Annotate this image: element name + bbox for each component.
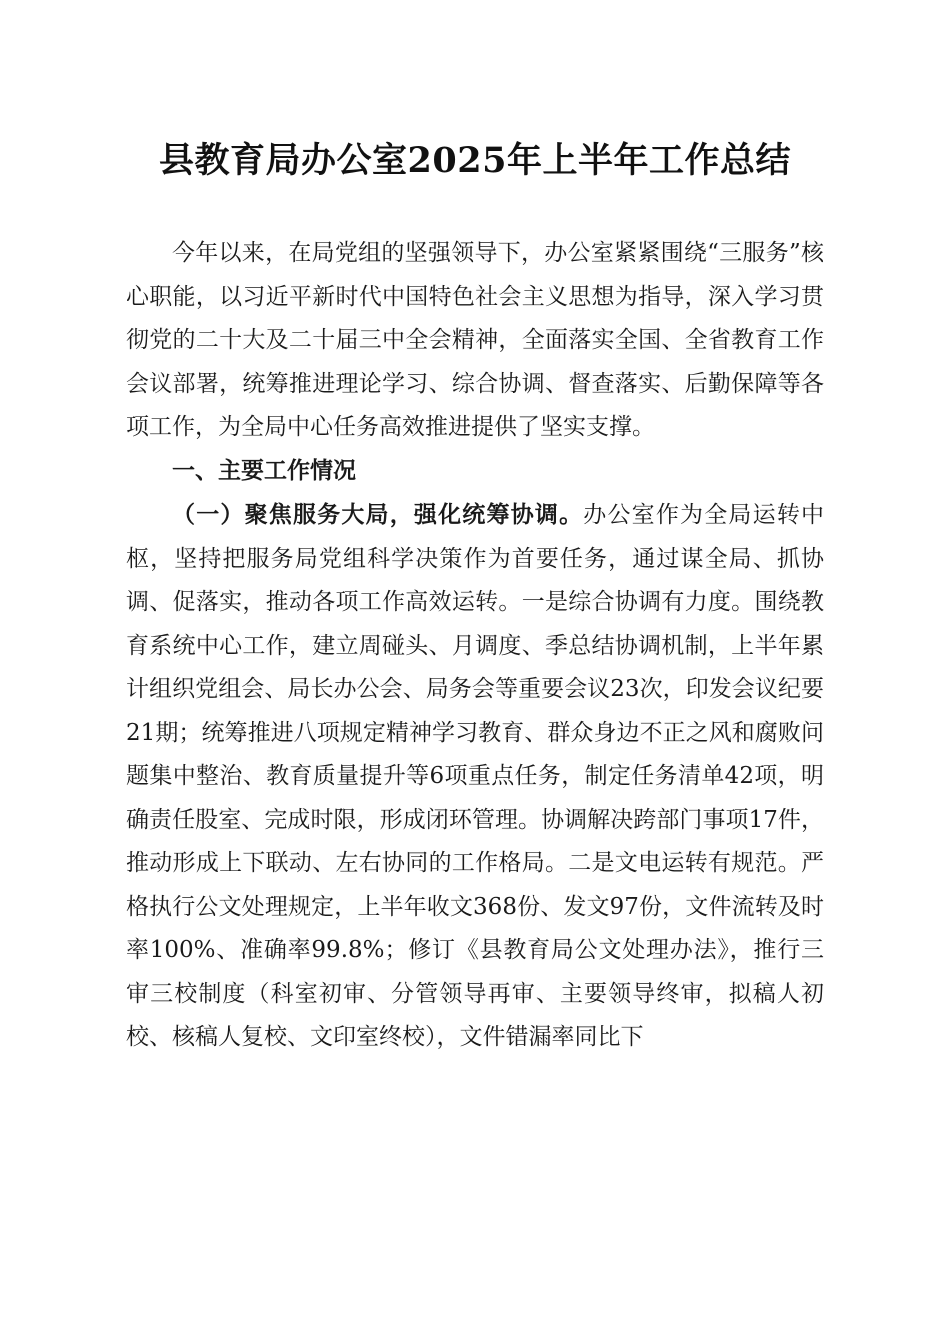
subsection-body: 办公室作为全局运转中枢，坚持把服务局党组科学决策作为首要任务，通过谋全局、抓协调、促落实，推动各项工作高效运转。一是综合协调有力度。围绕教育系统中心工作，建立周碰头、月调度、季总结协调机制，上半年累计组织党组会、局长办公会、局务会等重要会议23次，印发会议纪要21期；统筹推进八项规定精神学习教育、群众身边不正之风和腐败问题集中整治、教育质量提升等6项重点任务，制定任务清单42项，明确责任股室、完成时限，形成闭环管理。协调解决跨部门事项17件，推动形成上下联动、左右协同的工作格局。二是文电运转有规范。严格执行公文处理规定，上半年收文368份、发文97份，文件流转及时率100%、准确率99.8%；修订《县教育局公文处理办法》，推行三审三校制度（科室初审、分管领导再审、主要领导终审，拟稿人初校、核稿人复校、文印室终校），文件错漏率同比下 xyxy=(126,502,825,1050)
subsection-heading: （一）聚焦服务大局，强化统筹协调。 xyxy=(172,501,584,528)
subsection-paragraph xyxy=(126,493,824,1060)
section-heading: 一、主要工作情况 xyxy=(172,457,356,484)
document-body xyxy=(126,232,824,1060)
intro-paragraph: 今年以来，在局党组的坚强领导下，办公室紧紧围绕“三服务”核心职能，以习近平新时代中国特色社会主义思想为指导，深入学习贯彻党的二十大及二十届三中全会精神，全面落实全国、全省教育工作会议部署，统筹推进理论学习、综合协调、督查落实、后勤保障等各项工作，为全局中心任务高效推进提供了坚实支撑。 xyxy=(126,240,824,440)
document-title: 县教育局办公室2025年上半年工作总结 xyxy=(159,140,791,181)
